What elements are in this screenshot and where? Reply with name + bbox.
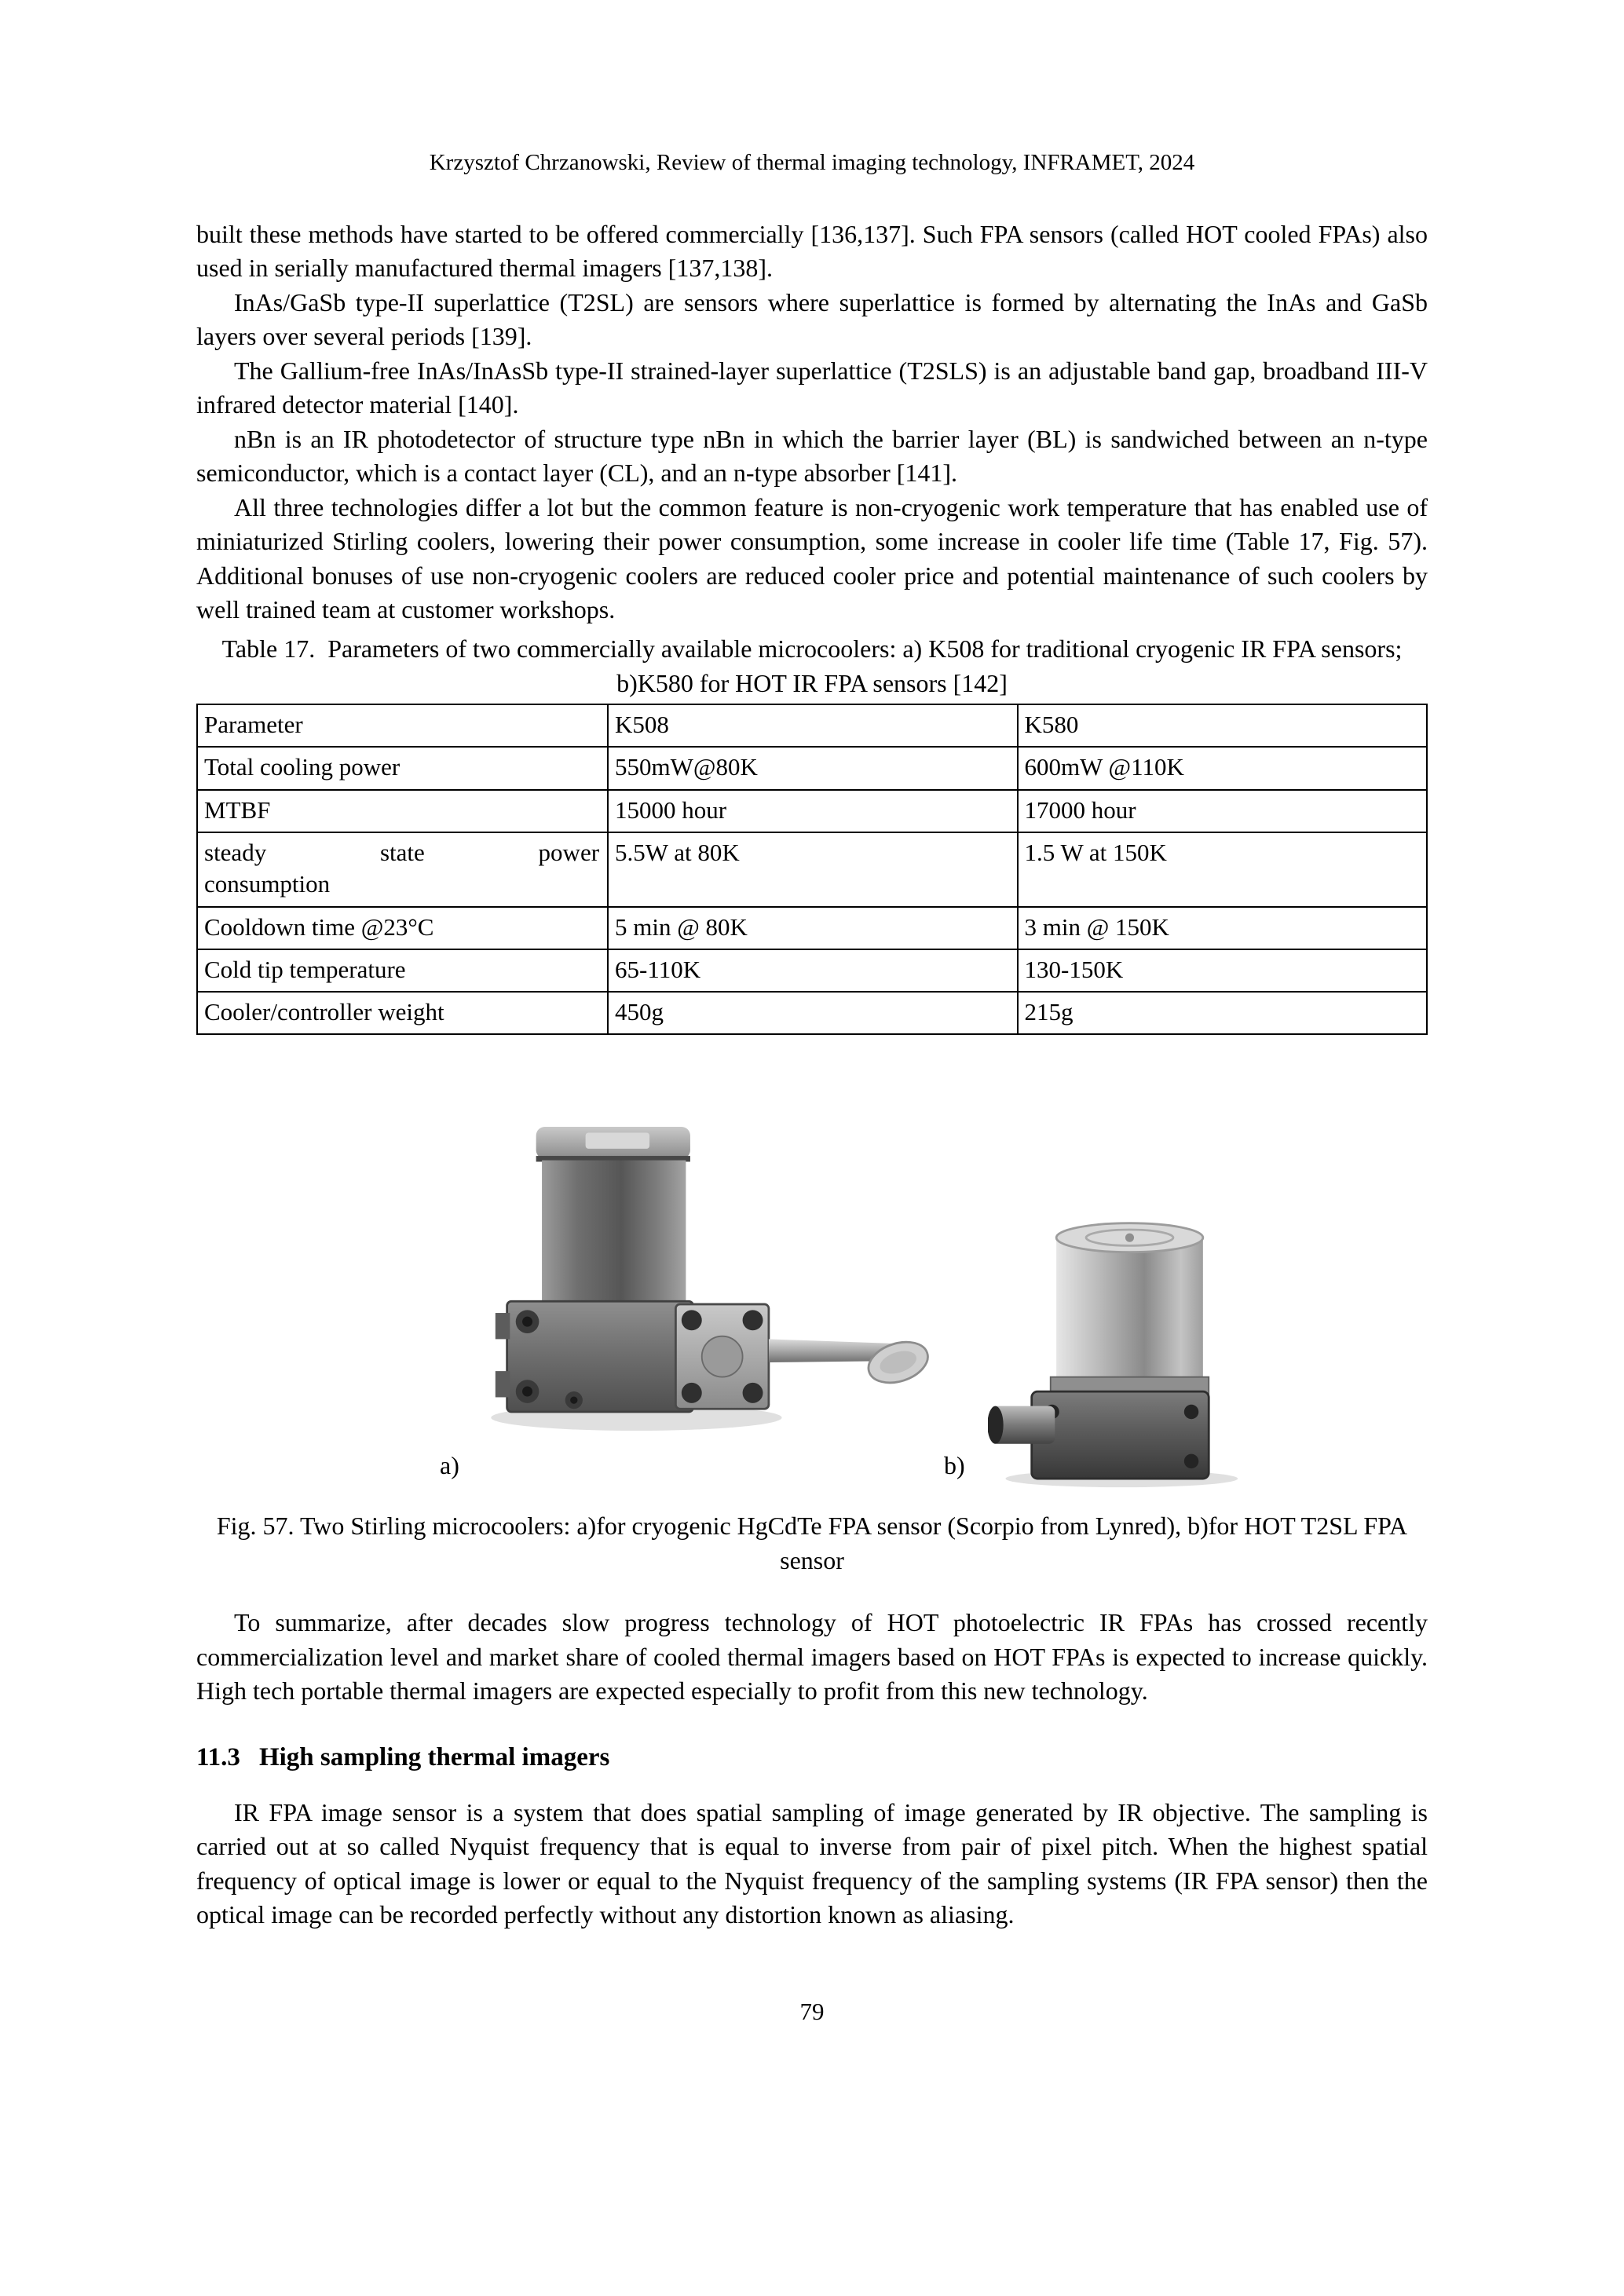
microcooler-photo-b (988, 1220, 1242, 1489)
table-caption: Table 17. Parameters of two commercially available microcoolers: a) K508 for traditional cryogenic IR FPA sensors; b)K580 for HOT IR FPA sensors [142] (221, 634, 1409, 697)
table-cell: 65-110K (608, 949, 1017, 992)
paragraph: nBn is an IR photodetector of structure type nBn in which the barrier layer (BL) is sandwiched between an n-type semiconductor, which is a contact layer (CL), and an n-type absorber [141]. (196, 424, 1428, 488)
paragraph: built these methods have started to be offered commercially [136,137]. Such FPA sensors (called HOT cooled FPAs) also used in serially manufactured thermal imagers [137,138]. (196, 219, 1428, 283)
figure-caption: Fig. 57. Two Stirling microcoolers: a)for cryogenic HgCdTe FPA sensor (Scorpio from Lynred), b)for HOT T2SL FPA sensor (216, 1512, 1408, 1574)
table-row (197, 907, 1427, 949)
table-cell: 450g (608, 992, 1017, 1034)
section-heading (196, 1740, 1428, 1775)
table-header-cell: K580 (1018, 704, 1428, 747)
table-cell: 550mW@80K (608, 747, 1017, 789)
table-row (197, 832, 1427, 907)
table-cell-line: consumption (204, 870, 331, 898)
body-column (196, 218, 1428, 2028)
table-header-row (197, 704, 1427, 747)
table-cell: 17000 hour (1018, 790, 1428, 832)
table-header-cell: Parameter (197, 704, 608, 747)
figure-label-b: b) (944, 1450, 965, 1479)
paragraph: IR FPA image sensor is a system that does spatial sampling of image generated by IR objective. The sampling is carried out at so called Nyquist frequency that is equal to inverse from pair of pixel pitch. When the highest spatial frequency of optical image is lower or equal to the Nyquist frequency of the sampling systems (IR FPA sensor) then the optical image can be recorded perfectly without any distortion known as aliasing. (196, 1797, 1428, 1929)
table-cell: Total cooling power (197, 747, 608, 789)
table-cell (197, 832, 608, 907)
table-cell: 5 min @ 80K (608, 907, 1017, 949)
table-header-cell: K508 (608, 704, 1017, 747)
table-cell: 5.5W at 80K (608, 832, 1017, 907)
table-row (197, 949, 1427, 992)
parameters-table (196, 704, 1428, 1035)
figure-label-a: a) (440, 1450, 459, 1479)
table-cell: Cold tip temperature (197, 949, 608, 992)
table-cell: 215g (1018, 992, 1428, 1034)
table-cell: 130-150K (1018, 949, 1428, 992)
table-cell: 600mW @110K (1018, 747, 1428, 789)
paragraph: To summarize, after decades slow progress technology of HOT photoelectric IR FPAs has crossed recently commercialization level and market share of cooled thermal imagers based on HOT FPAs is expected to increase quickly. High tech portable thermal imagers are expected especially to profit from this new technology. (196, 1608, 1428, 1706)
paragraph: All three technologies differ a lot but the common feature is non-cryogenic work temperature that has enabled use of miniaturized Stirling coolers, lowering their power consumption, some increase in cooler life time (Table 17, Fig. 57). Additional bonuses of use non-cryogenic coolers are reduced cooler price and potential maintenance of such coolers by well trained team at customer workshops. (196, 492, 1428, 624)
paragraph: The Gallium-free InAs/InAsSb type-II strained-layer superlattice (T2SLS) is an adjustable band gap, broadband III-V infrared detector material [140]. (196, 356, 1428, 419)
microcooler-photo-a (484, 1127, 935, 1490)
table-cell: 3 min @ 150K (1018, 907, 1428, 949)
table-cell-line: steady state power (204, 838, 600, 866)
page-number: 79 (799, 1997, 825, 2025)
table-cell: 15000 hour (608, 790, 1017, 832)
table-row (197, 992, 1427, 1034)
running-header: Krzysztof Chrzanowski, Review of thermal imaging technology, INFRAMET, 2024 (429, 150, 1195, 175)
table-row (197, 790, 1427, 832)
section-number: 11.3 (196, 1742, 240, 1771)
table-cell: 1.5 W at 150K (1018, 832, 1428, 907)
table-cell: MTBF (197, 790, 608, 832)
table-cell: Cooldown time @23°C (197, 907, 608, 949)
figure (196, 1123, 1428, 1500)
section-title: High sampling thermal imagers (258, 1742, 610, 1771)
table-row (197, 747, 1427, 789)
paragraph: InAs/GaSb type-II superlattice (T2SL) are sensors where superlattice is formed by alternating the InAs and GaSb layers over several periods [139]. (196, 287, 1428, 351)
table-cell: Cooler/controller weight (197, 992, 608, 1034)
